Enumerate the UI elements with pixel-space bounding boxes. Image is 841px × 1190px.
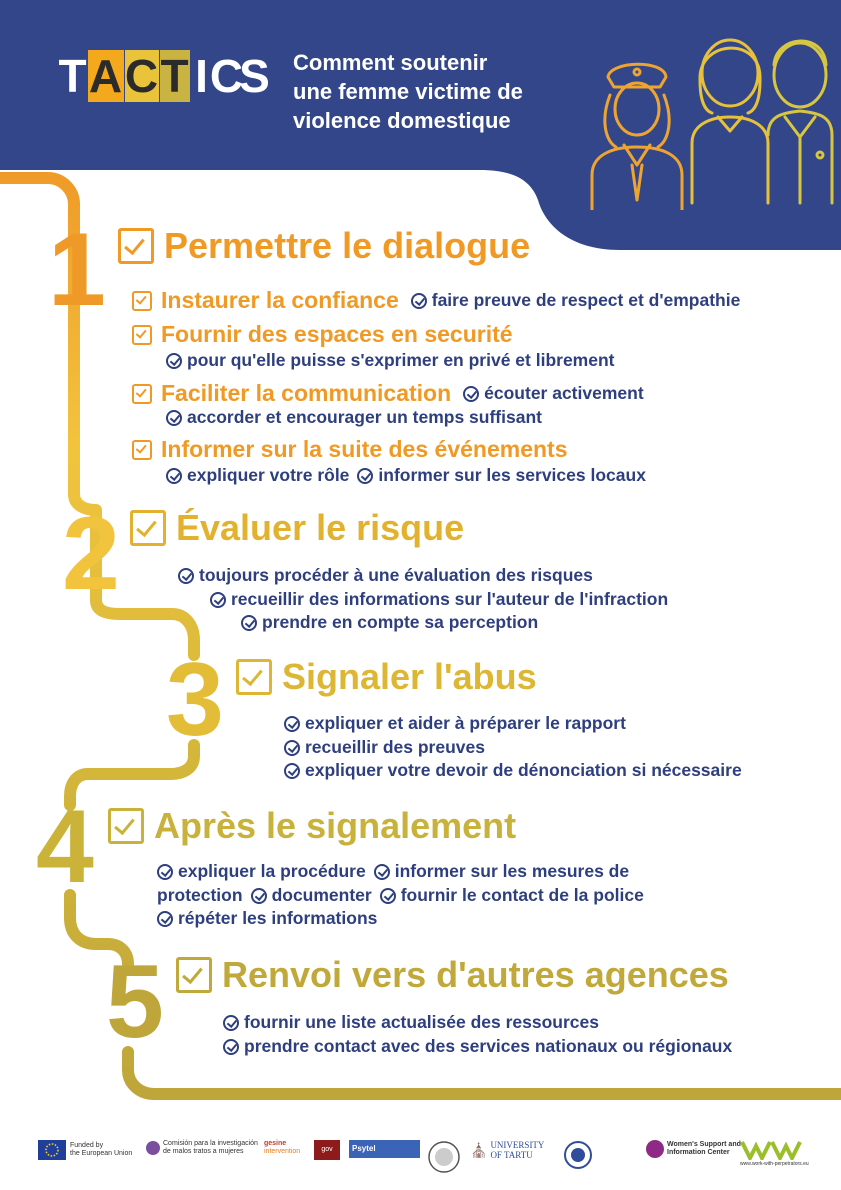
- list-item: écouter activement: [484, 383, 644, 403]
- checkbox-icon: [132, 291, 152, 311]
- subsection-heading: [132, 380, 644, 407]
- step-number: 1: [48, 212, 106, 328]
- check-circle-icon: [251, 888, 267, 904]
- list-item: prendre contact avec des services nationaux ou régionaux: [223, 1036, 732, 1057]
- check-circle-icon: [166, 353, 182, 369]
- list-item: pour qu'elle puisse s'exprimer en privé et librement: [166, 350, 615, 371]
- step-number: 3: [166, 642, 224, 758]
- list-item: recueillir des preuves: [284, 737, 485, 758]
- subsection-title: Faciliter la communication: [161, 380, 452, 406]
- title-line: Comment soutenir: [293, 50, 488, 75]
- subsection-heading: [132, 287, 740, 314]
- checkbox-icon: [236, 659, 272, 695]
- list-item: toujours procéder à une évaluation des risques: [178, 565, 593, 586]
- list-item: expliquer et aider à préparer le rapport: [284, 713, 626, 734]
- psytel-logo: Psytel: [349, 1140, 420, 1158]
- checkbox-icon: [108, 808, 144, 844]
- red-logo: gov: [314, 1140, 340, 1160]
- check-circle-icon: [411, 293, 427, 309]
- tartu-logo: ⛪ UNIVERSITY OF TARTU: [470, 1140, 545, 1160]
- list-item: répéter les informations: [157, 908, 377, 929]
- check-circle-icon: [157, 864, 173, 880]
- check-circle-icon: [284, 740, 300, 756]
- seal-icon: [427, 1140, 461, 1174]
- list-item: accorder et encourager un temps suffisant: [166, 407, 542, 428]
- www-logo: www.work-with-perpetrators.eu: [740, 1140, 809, 1168]
- gesine-logo: gesine intervention: [264, 1140, 301, 1155]
- comision-logo: Comisión para la investigación de malos tratos a mujeres: [146, 1140, 258, 1156]
- logo-letter: C: [124, 50, 160, 102]
- check-circle-icon: [463, 386, 479, 402]
- checkbox-icon: [118, 228, 154, 264]
- round-seal-icon: [563, 1140, 593, 1170]
- logo-letter: I: [195, 50, 209, 102]
- list-item: expliquer votre devoir de dénonciation si nécessaire: [284, 760, 742, 781]
- eu-flag-logo: Funded by the European Union: [38, 1140, 132, 1160]
- check-circle-icon: [223, 1039, 239, 1055]
- list-item: prendre en compte sa perception: [241, 612, 538, 633]
- step-number: 5: [106, 944, 164, 1060]
- step-heading: [118, 225, 530, 267]
- list-item: recueillir des informations sur l'auteur de l'infraction: [210, 589, 668, 610]
- step-title: Après le signalement: [154, 805, 517, 846]
- subsection-heading: [132, 436, 568, 463]
- check-circle-icon: [374, 864, 390, 880]
- wsic-logo: Women's Support and Information Center: [646, 1140, 741, 1158]
- check-circle-icon: [166, 410, 182, 426]
- step-heading: [108, 805, 516, 847]
- list-item: fournir une liste actualisée des ressources: [223, 1012, 599, 1033]
- checkbox-icon: [132, 440, 152, 460]
- step-title: Signaler l'abus: [282, 656, 537, 697]
- list-item: faire preuve de respect et d'empathie: [431, 290, 741, 310]
- check-circle-icon: [178, 568, 194, 584]
- subsection-title: Informer sur la suite des événements: [161, 436, 568, 462]
- step-title: Renvoi vers d'autres agences: [222, 954, 729, 995]
- eu-flag-icon: [38, 1140, 66, 1160]
- subsection-heading: [132, 321, 513, 348]
- subsection-title: Instaurer la confiance: [161, 287, 399, 313]
- www-icon: [740, 1140, 804, 1160]
- check-circle-icon: [157, 911, 173, 927]
- title-line: une femme victime de: [293, 79, 523, 104]
- logo-letter: S: [239, 50, 271, 102]
- logo-letter: A: [88, 50, 124, 102]
- check-circle-icon: [284, 763, 300, 779]
- poster-title: [293, 48, 573, 135]
- subsection-title: Fournir des espaces en securité: [161, 321, 513, 347]
- logo-letter: T: [160, 50, 190, 102]
- check-circle-icon: [357, 468, 373, 484]
- logo-letter: T: [58, 50, 88, 102]
- seal-logo: [427, 1140, 461, 1174]
- step-title: Permettre le dialogue: [164, 225, 531, 266]
- step-number: 2: [62, 496, 120, 612]
- logo-letter: C: [209, 50, 245, 102]
- check-circle-icon: [210, 592, 226, 608]
- tartu-icon: ⛪: [470, 1142, 488, 1158]
- step-title: Évaluer le risque: [176, 507, 465, 548]
- check-circle-icon: [380, 888, 396, 904]
- title-line: violence domestique: [293, 108, 511, 133]
- check-circle-icon: [241, 615, 257, 631]
- list-item: protection documenter fournir le contact de la police: [157, 885, 644, 905]
- checkbox-icon: [130, 510, 166, 546]
- step-heading: [236, 656, 537, 698]
- comision-icon: [146, 1141, 160, 1155]
- step-number: 4: [36, 789, 94, 905]
- step-heading: [176, 954, 729, 996]
- check-circle-icon: [223, 1015, 239, 1031]
- step-heading: [130, 507, 464, 549]
- checkbox-icon: [176, 957, 212, 993]
- wsic-icon: [646, 1140, 664, 1158]
- list-item: expliquer la procédure informer sur les mesures de: [157, 861, 629, 882]
- checkbox-icon: [132, 325, 152, 345]
- checkbox-icon: [132, 384, 152, 404]
- list-item: expliquer votre rôle informer sur les services locaux: [166, 465, 646, 486]
- round-seal-logo: [563, 1140, 593, 1170]
- check-circle-icon: [284, 716, 300, 732]
- check-circle-icon: [166, 468, 182, 484]
